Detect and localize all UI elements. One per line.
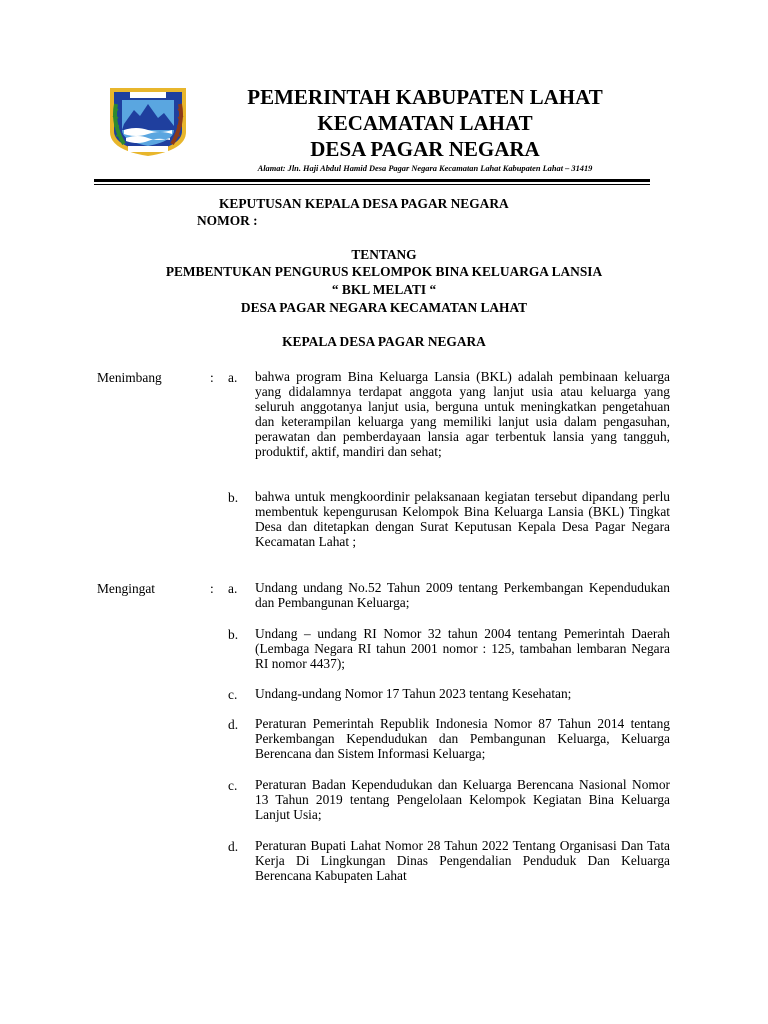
letterhead-government-title: PEMERINTAH KABUPATEN LAHAT [247, 85, 603, 109]
mengingat-label: Mengingat [97, 581, 156, 596]
mengingat-item-mark: a. [228, 581, 238, 596]
mengingat-item-text: Undang – undang RI Nomor 32 tahun 2004 tentang Pemerintah Daerah (Lembaga Negara RI tahun 2001 nomor : 125, tambahan lembaran Negara RI nomor 4437); [255, 626, 670, 672]
decree-about-label: TENTANG [351, 247, 417, 262]
mengingat-item-text: Undang undang No.52 Tahun 2009 tentang Perkembangan Kependudukan dan Pembangunan Keluarga; [255, 580, 670, 611]
mengingat-item-text: Peraturan Pemerintah Republik Indonesia Nomor 87 Tahun 2014 tentang Perkembangan Kependudukan dan Pembangunan Keluarga, Keluarga Berencana dan Sistem Informasi Keluarga; [255, 716, 670, 762]
decree-subject-line-2: “ BKL MELATI “ [331, 282, 437, 297]
letterhead-divider-thick [94, 179, 650, 182]
letterhead-district-title: KECAMATAN LAHAT [317, 111, 533, 135]
mengingat-item-mark: b. [228, 627, 239, 642]
decree-heading: KEPUTUSAN KEPALA DESA PAGAR NEGARA [219, 196, 509, 211]
mengingat-item-mark: c. [228, 687, 238, 702]
menimbang-item-mark: b. [228, 490, 239, 505]
mengingat-item-text: Undang-undang Nomor 17 Tahun 2023 tentang Kesehatan; [255, 686, 572, 701]
mengingat-item-mark: d. [228, 717, 239, 732]
menimbang-item-mark: a. [228, 370, 238, 385]
decree-issuer: KEPALA DESA PAGAR NEGARA [282, 334, 486, 349]
mengingat-colon: : [210, 581, 214, 596]
letterhead-village-title: DESA PAGAR NEGARA [310, 137, 540, 161]
decree-subject-line-1: PEMBENTUKAN PENGURUS KELOMPOK BINA KELUARGA LANSIA [165, 264, 603, 279]
mengingat-item-text: Peraturan Badan Kependudukan dan Keluarga Berencana Nasional Nomor 13 Tahun 2019 tentang Pengelolaan Kelompok Kegiatan Bina Keluarga Lanjut Usia; [255, 777, 670, 823]
decree-number-label: NOMOR : [197, 213, 258, 228]
menimbang-label: Menimbang [97, 370, 162, 385]
mengingat-item-text: Peraturan Bupati Lahat Nomor 28 Tahun 2022 Tentang Organisasi Dan Tata Kerja Di Lingkungan Dinas Pengendalian Penduduk Dan Keluarga Berencana Kabupaten Lahat [255, 838, 670, 884]
menimbang-item-text: bahwa untuk mengkoordinir pelaksanaan kegiatan tersebut dipandang perlu membentuk kepengurusan Kelompok Bina Keluarga Lansia (BKL) Tingkat Desa dan ditetapkan dengan Surat Keputusan Kepala Desa Pagar Negara Kecamatan Lahat ; [255, 489, 670, 550]
regency-logo-emblem [108, 86, 188, 158]
menimbang-item-text: bahwa program Bina Keluarga Lansia (BKL) adalah pembinaan keluarga yang didalamnya terdapat anggota yang lanjut usia atau keluarga yang seluruh anggotanya lanjut usia, berguna untuk meningkatkan pengetahuan dan keterampilan keluarga yang memiliki lanjut usia dalam pengasuhan, perawatan dan pemberdayaan lansia agar terbentuk lansia yang tangguh, produktif, aktif, mandiri dan sehat; [255, 369, 670, 460]
mengingat-item-mark: d. [228, 839, 239, 854]
letterhead-address: Alamat: Jln. Haji Abdul Hamid Desa Pagar Negara Kecamatan Lahat Kabupaten Lahat – 31419 [257, 164, 593, 173]
mengingat-item-mark: c. [228, 778, 238, 793]
menimbang-colon: : [210, 370, 214, 385]
decree-subject-line-3: DESA PAGAR NEGARA KECAMATAN LAHAT [240, 300, 528, 315]
letterhead-divider-thin [94, 184, 650, 185]
